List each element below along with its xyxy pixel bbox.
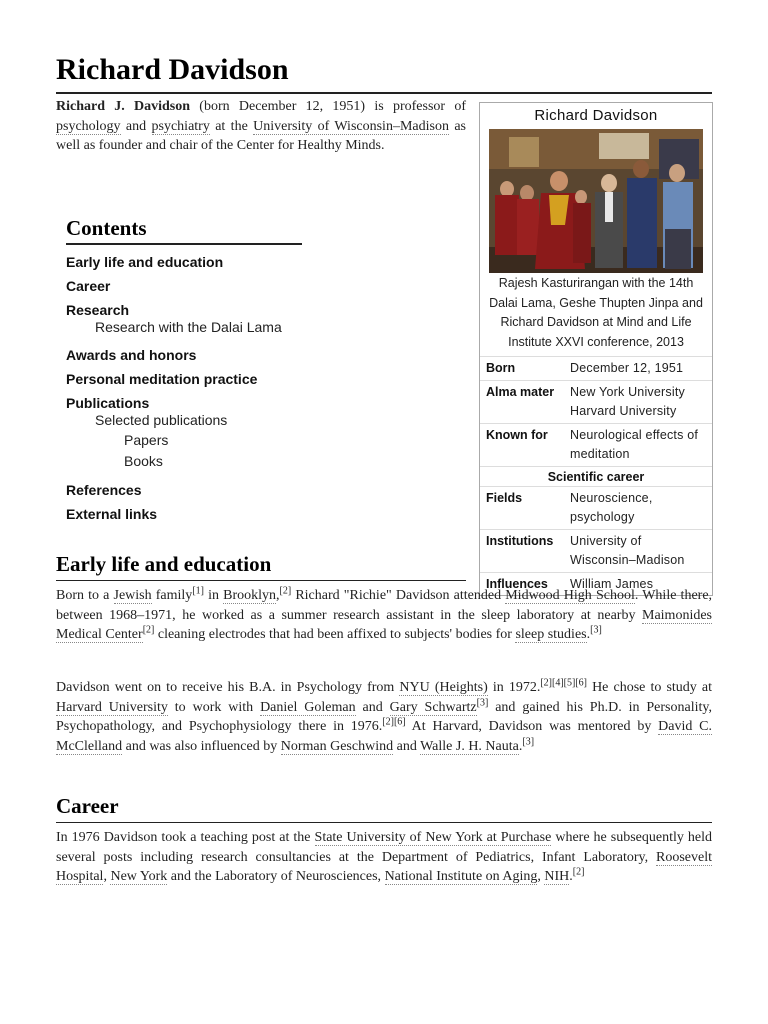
infobox-row-fields: Fields Neuroscience, psychology — [480, 486, 712, 529]
early-life-paragraph-1: Born to a Jewish family[1] in Brooklyn,[2] Richard "Richie" Davidson attended Midwood High School. While there, between 1968–1971, he worked as a summer research assistant in the sleep laboratory at nearby Maimonides Medical Center[2] cleaning electrodes that had been affixed to subjects' bodies for sleep studies.[3] — [56, 585, 713, 642]
toc-item-awards[interactable]: Awards and honors — [66, 347, 197, 363]
toc-item-selected-publications[interactable]: Selected publications — [95, 412, 228, 428]
link-midwood[interactable]: Midwood High School — [505, 588, 635, 603]
link-nauta[interactable]: Walle J. H. Nauta — [420, 738, 519, 754]
link-suny-purchase[interactable]: State University of New York at Purchase — [314, 830, 552, 845]
toc-item-career[interactable]: Career — [66, 278, 111, 294]
lead-paragraph: Richard J. Davidson (born December 12, 1951) is professor of psychology and psychiatry at the University of Wisconsin–Madison as well as founder and chair of the Center for Healthy Minds. — [56, 99, 466, 153]
ref[interactable]: [2][6] — [382, 716, 406, 728]
link-new-york[interactable]: New York — [110, 869, 168, 884]
toc-item-research[interactable]: Research — [66, 302, 130, 318]
toc-item-papers[interactable]: Papers — [124, 432, 169, 448]
link-roosevelt-hospital[interactable]: Roosevelt Hospital — [56, 849, 712, 884]
link-mcclelland[interactable]: David C. McClelland — [56, 719, 712, 754]
link-harvard-university[interactable]: Harvard University — [56, 699, 168, 715]
link-geschwind[interactable]: Norman Geschwind — [280, 738, 394, 754]
link-brooklyn[interactable]: Brooklyn — [223, 588, 277, 603]
link-nyu-heights[interactable]: NYU (Heights) — [399, 680, 488, 695]
infobox-row-known-for: Known for Neurological effects of meditation — [480, 423, 712, 466]
link-jewish[interactable]: Jewish — [113, 588, 152, 603]
early-life-paragraph-2: Davidson went on to receive his B.A. in Psychology from NYU (Heights) in 1972.[2][4][5][6] He chose to study at Harvard University to work with Daniel Goleman and Gary Schwartz[3] and gained his Ph.D. in Personality, Psychopathology, and Psychophysiology there in 1976.[2][6] At Harvard, Davidson was mentored by David C. McClelland and was also influenced by Norman Geschwind and Walle J. H. Nauta.[3] — [56, 677, 713, 754]
ref[interactable]: [3] — [476, 696, 489, 708]
infobox-row-alma-mater: Alma mater New York University Harvard University — [480, 380, 712, 423]
photo-illustration — [489, 129, 703, 273]
ref[interactable]: [2] — [572, 866, 585, 878]
infobox — [479, 102, 713, 596]
toc-item-research-dalai-lama[interactable]: Research with the Dalai Lama — [95, 319, 282, 335]
subject-name: Richard J. Davidson — [56, 99, 191, 114]
link-sleep-studies[interactable]: sleep studies — [515, 627, 587, 642]
link-nyu[interactable]: New York University — [570, 384, 685, 399]
ref[interactable]: [2][4][5][6] — [540, 677, 587, 689]
heading-career: Career — [56, 794, 712, 823]
infobox-row-born: Born December 12, 1951 — [480, 356, 712, 380]
link-nia[interactable]: National Institute on Aging — [384, 869, 538, 884]
ref[interactable]: [1] — [192, 585, 204, 597]
link-daniel-goleman[interactable]: Daniel Goleman — [260, 699, 356, 715]
toc-item-books[interactable]: Books — [124, 453, 163, 469]
infobox-photo[interactable] — [489, 129, 703, 273]
infobox-title: Richard Davidson — [534, 107, 658, 124]
career-paragraph-1: In 1976 Davidson took a teaching post at the State University of New York at Purchase where he subsequently held several posts including research consultancies at the Department of Pediatrics, Infant Laboratory, Roosevelt Hospital, New York and the Laboratory of Neurosciences, National Institute on Aging, NIH.[2] — [56, 830, 712, 884]
infobox-caption: Rajesh Kasturirangan with the 14th Dalai Lama, Geshe Thupten Jinpa and Richard Davidson at Mind and Life Institute XXVI conference, 2013 — [489, 276, 703, 349]
toc-item-external-links[interactable]: External links — [66, 506, 158, 522]
ref[interactable]: [2] — [142, 624, 155, 636]
link-uw-madison[interactable]: University of Wisconsin–Madison — [253, 118, 449, 134]
toc-item-early-life[interactable]: Early life and education — [66, 254, 224, 270]
link-harvard[interactable]: Harvard University — [570, 404, 677, 418]
ref[interactable]: [3] — [522, 735, 535, 747]
link-gary-schwartz[interactable]: Gary Schwartz — [389, 699, 477, 715]
infobox-section-scientific-career: Scientific career — [480, 466, 712, 486]
toc-item-meditation[interactable]: Personal meditation practice — [66, 371, 258, 387]
table-of-contents — [66, 216, 306, 527]
page-title: Richard Davidson — [56, 50, 712, 94]
ref[interactable]: [2] — [279, 585, 292, 597]
infobox-row-influences: Influences William James — [480, 572, 712, 596]
toc-item-publications[interactable]: Publications — [66, 395, 150, 411]
heading-early-life: Early life and education — [56, 552, 466, 581]
toc-title: Contents — [66, 216, 302, 245]
link-maimonides[interactable]: Maimonides Medical Center — [56, 607, 712, 642]
link-psychology[interactable]: psychology — [56, 118, 121, 134]
link-nih[interactable]: NIH — [544, 869, 570, 884]
ref[interactable]: [3] — [590, 624, 602, 636]
infobox-row-institutions: Institutions University of Wisconsin–Madison — [480, 529, 712, 572]
link-psychiatry[interactable]: psychiatry — [151, 118, 210, 134]
toc-item-references[interactable]: References — [66, 482, 142, 498]
